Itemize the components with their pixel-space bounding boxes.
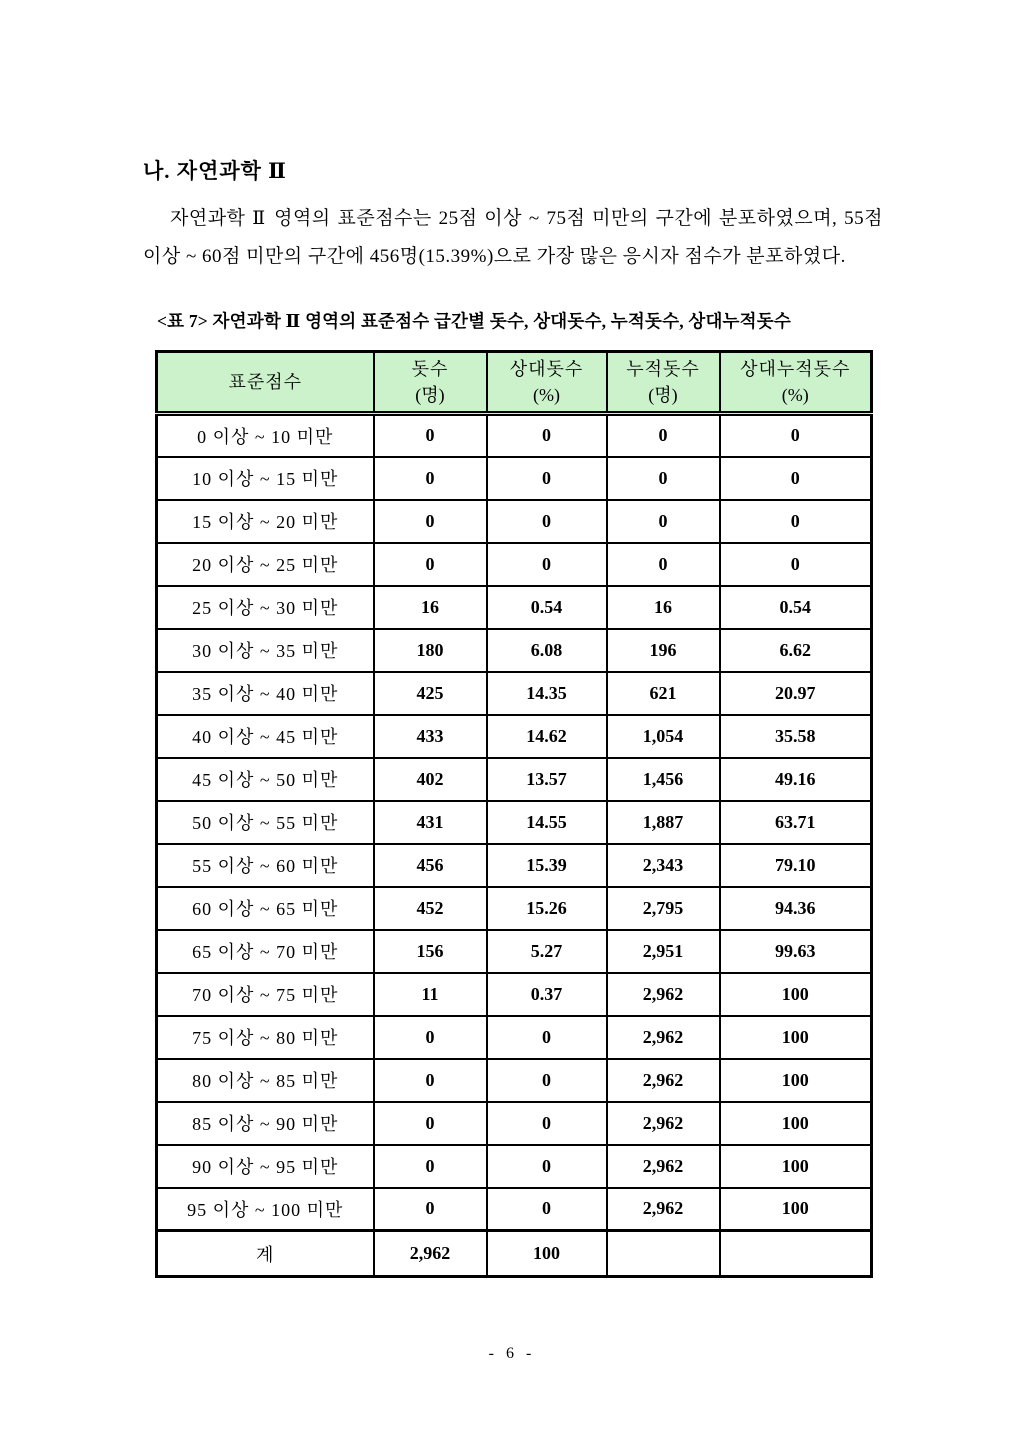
page-number: - 6 -	[488, 1345, 536, 1362]
cell-range: 35 이상 ~ 40 미만	[157, 672, 374, 715]
cell-cum_rel_freq: 100	[720, 1016, 872, 1059]
table-body	[157, 414, 872, 1231]
cell-rel_freq: 5.27	[487, 930, 607, 973]
cell-freq: 0	[374, 1059, 487, 1102]
cell-range: 10 이상 ~ 15 미만	[157, 457, 374, 500]
table-row	[157, 586, 872, 629]
page-content	[143, 155, 883, 1278]
column-header-frequency	[374, 352, 487, 414]
cell-cum_rel_freq: 100	[720, 1145, 872, 1188]
cell-cum_rel_freq: 6.62	[720, 629, 872, 672]
cell-rel_freq: 0	[487, 1145, 607, 1188]
cell-freq: 0	[374, 1145, 487, 1188]
table-row	[157, 672, 872, 715]
cell-range: 85 이상 ~ 90 미만	[157, 1102, 374, 1145]
cell-range: 30 이상 ~ 35 미만	[157, 629, 374, 672]
cell-cum_rel_freq: 100	[720, 1102, 872, 1145]
cell-range: 90 이상 ~ 95 미만	[157, 1145, 374, 1188]
cell-cum_freq: 2,962	[607, 1145, 720, 1188]
table-row	[157, 758, 872, 801]
cell-freq: 402	[374, 758, 487, 801]
total-label-cell: 계	[157, 1231, 374, 1277]
column-header-relative-frequency	[487, 352, 607, 414]
table-row	[157, 887, 872, 930]
table-caption: <표 7> 자연과학 Ⅱ 영역의 표준점수 급간별 돗수, 상대돗수, 누적돗수, 상대누적돗수	[157, 311, 791, 331]
cell-rel_freq: 0	[487, 1188, 607, 1231]
cell-cum_freq: 2,962	[607, 1188, 720, 1231]
cell-rel_freq: 15.39	[487, 844, 607, 887]
cell-range: 20 이상 ~ 25 미만	[157, 543, 374, 586]
cell-cum_freq: 2,962	[607, 1102, 720, 1145]
table-row	[157, 1059, 872, 1102]
cell-cum_freq: 2,962	[607, 973, 720, 1016]
cell-cum_freq: 196	[607, 629, 720, 672]
cell-rel_freq: 15.26	[487, 887, 607, 930]
cell-freq: 433	[374, 715, 487, 758]
cell-cum_rel_freq: 0	[720, 457, 872, 500]
cell-cum_freq: 0	[607, 543, 720, 586]
body-paragraph: 자연과학 Ⅱ 영역의 표준점수는 25점 이상 ~ 75점 미만의 구간에 분포하였으며, 55점 이상 ~ 60점 미만의 구간에 456명(15.39%)으로 가장 많은 응시자 점수가 분포하였다.	[143, 208, 883, 267]
cell-rel_freq: 0	[487, 457, 607, 500]
cell-cum_freq: 0	[607, 500, 720, 543]
total-cumulative-frequency-cell	[607, 1231, 720, 1277]
cell-range: 25 이상 ~ 30 미만	[157, 586, 374, 629]
cell-cum_rel_freq: 0	[720, 543, 872, 586]
cell-cum_rel_freq: 0	[720, 414, 872, 457]
cell-freq: 180	[374, 629, 487, 672]
column-unit: (명)	[415, 385, 445, 405]
cell-freq: 425	[374, 672, 487, 715]
cell-cum_rel_freq: 49.16	[720, 758, 872, 801]
cell-cum_freq: 0	[607, 457, 720, 500]
cell-range: 60 이상 ~ 65 미만	[157, 887, 374, 930]
cell-range: 50 이상 ~ 55 미만	[157, 801, 374, 844]
table-row	[157, 1016, 872, 1059]
cell-cum_rel_freq: 100	[720, 973, 872, 1016]
cell-rel_freq: 14.62	[487, 715, 607, 758]
cell-range: 55 이상 ~ 60 미만	[157, 844, 374, 887]
table-row	[157, 543, 872, 586]
cell-freq: 456	[374, 844, 487, 887]
cell-rel_freq: 0	[487, 500, 607, 543]
cell-rel_freq: 0	[487, 1102, 607, 1145]
cell-range: 65 이상 ~ 70 미만	[157, 930, 374, 973]
cell-rel_freq: 0.37	[487, 973, 607, 1016]
column-label: 표준점수	[228, 372, 303, 392]
column-label: 누적돗수	[626, 359, 700, 379]
table-total-row	[157, 1231, 872, 1277]
column-label: 상대누적돗수	[740, 359, 851, 379]
cell-cum_rel_freq: 63.71	[720, 801, 872, 844]
cell-cum_rel_freq: 0	[720, 500, 872, 543]
cell-rel_freq: 6.08	[487, 629, 607, 672]
cell-freq: 431	[374, 801, 487, 844]
cell-range: 40 이상 ~ 45 미만	[157, 715, 374, 758]
cell-cum_freq: 16	[607, 586, 720, 629]
cell-cum_freq: 0	[607, 414, 720, 457]
column-header-cumulative-frequency	[607, 352, 720, 414]
column-unit: (명)	[648, 385, 678, 405]
table-row	[157, 457, 872, 500]
table-row	[157, 930, 872, 973]
cell-cum_rel_freq: 99.63	[720, 930, 872, 973]
cell-cum_freq: 2,962	[607, 1059, 720, 1102]
cell-freq: 0	[374, 1102, 487, 1145]
cell-range: 95 이상 ~ 100 미만	[157, 1188, 374, 1231]
column-unit: (%)	[533, 385, 560, 405]
table-row	[157, 844, 872, 887]
cell-freq: 0	[374, 1016, 487, 1059]
table-footer	[157, 1231, 872, 1277]
cell-cum_rel_freq: 20.97	[720, 672, 872, 715]
cell-rel_freq: 13.57	[487, 758, 607, 801]
cell-freq: 0	[374, 500, 487, 543]
total-cumulative-relative-frequency-cell	[720, 1231, 872, 1277]
table-row	[157, 629, 872, 672]
table-row	[157, 1102, 872, 1145]
cell-range: 75 이상 ~ 80 미만	[157, 1016, 374, 1059]
cell-cum_freq: 2,343	[607, 844, 720, 887]
cell-cum_freq: 1,456	[607, 758, 720, 801]
cell-cum_freq: 621	[607, 672, 720, 715]
cell-range: 15 이상 ~ 20 미만	[157, 500, 374, 543]
column-header-score-range	[157, 352, 374, 414]
table-row	[157, 1188, 872, 1231]
cell-rel_freq: 0	[487, 1016, 607, 1059]
column-unit: (%)	[781, 385, 809, 405]
cell-freq: 0	[374, 543, 487, 586]
cell-cum_rel_freq: 100	[720, 1188, 872, 1231]
column-label: 돗수	[411, 359, 449, 379]
cell-range: 45 이상 ~ 50 미만	[157, 758, 374, 801]
cell-cum_freq: 2,951	[607, 930, 720, 973]
table-header	[157, 352, 872, 414]
table-row	[157, 715, 872, 758]
cell-freq: 16	[374, 586, 487, 629]
table-row	[157, 1145, 872, 1188]
table-header-row	[157, 352, 872, 414]
cell-freq: 11	[374, 973, 487, 1016]
section-heading: 나. 자연과학 Ⅱ	[143, 159, 287, 183]
cell-range: 70 이상 ~ 75 미만	[157, 973, 374, 1016]
total-relative-frequency-cell: 100	[487, 1231, 607, 1277]
cell-rel_freq: 0	[487, 543, 607, 586]
cell-cum_rel_freq: 79.10	[720, 844, 872, 887]
cell-cum_rel_freq: 100	[720, 1059, 872, 1102]
total-frequency-cell: 2,962	[374, 1231, 487, 1277]
cell-rel_freq: 14.35	[487, 672, 607, 715]
cell-cum_rel_freq: 94.36	[720, 887, 872, 930]
table-row	[157, 973, 872, 1016]
cell-range: 0 이상 ~ 10 미만	[157, 414, 374, 457]
cell-freq: 156	[374, 930, 487, 973]
cell-cum_freq: 2,962	[607, 1016, 720, 1059]
column-label: 상대돗수	[509, 359, 584, 379]
cell-rel_freq: 0	[487, 1059, 607, 1102]
score-distribution-table	[155, 350, 873, 1278]
table-row	[157, 801, 872, 844]
cell-cum_rel_freq: 35.58	[720, 715, 872, 758]
cell-cum_freq: 1,887	[607, 801, 720, 844]
table-row	[157, 500, 872, 543]
cell-cum_freq: 1,054	[607, 715, 720, 758]
cell-rel_freq: 0	[487, 414, 607, 457]
cell-rel_freq: 14.55	[487, 801, 607, 844]
cell-freq: 452	[374, 887, 487, 930]
cell-cum_freq: 2,795	[607, 887, 720, 930]
column-header-cumulative-relative-frequency	[720, 352, 872, 414]
cell-range: 80 이상 ~ 85 미만	[157, 1059, 374, 1102]
cell-freq: 0	[374, 457, 487, 500]
cell-rel_freq: 0.54	[487, 586, 607, 629]
cell-freq: 0	[374, 1188, 487, 1231]
cell-freq: 0	[374, 414, 487, 457]
cell-cum_rel_freq: 0.54	[720, 586, 872, 629]
table-row	[157, 414, 872, 457]
